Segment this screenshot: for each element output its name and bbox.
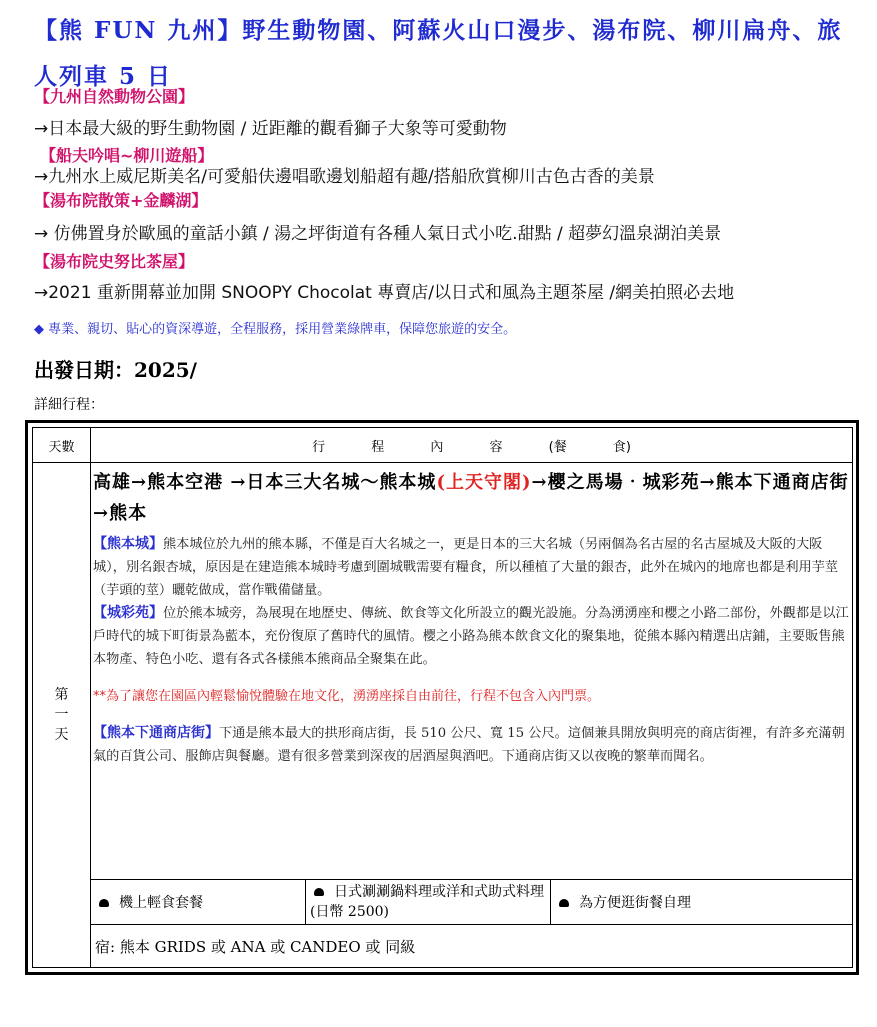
highlight-heading-zoo: 【九州自然動物公園】 bbox=[34, 87, 195, 106]
tour-title: 【熊 FUN 九州】野生動物園、阿蘇火山口漫步、湯布院、柳川扁舟、旅人列車 5 日 bbox=[34, 17, 843, 90]
detail-label: 詳細行程： bbox=[34, 397, 104, 413]
hotel-cell: 宿: 熊本 GRIDS 或 ANA 或 CANDEO 或 同級 bbox=[91, 925, 853, 968]
paragraph-tag: 【熊本下通商店街】 bbox=[93, 725, 219, 741]
route-part: 高雄→熊本空港 →日本三大名城～熊本城 bbox=[93, 472, 437, 493]
meal-text: 機上輕食套餐 bbox=[119, 895, 203, 911]
highlight-heading-yufuin: 【湯布院散策+金麟湖】 bbox=[34, 191, 208, 210]
meal-breakfast bbox=[91, 880, 306, 925]
highlight-text-zoo: →日本最大級的野生動物園 / 近距離的觀看獅子大象等可愛動物 bbox=[34, 119, 507, 139]
day-cell bbox=[33, 463, 91, 968]
route-highlight: (上天守閣) bbox=[436, 472, 532, 493]
header-content: 行 程 內 容 (餐 食) bbox=[91, 428, 853, 463]
paragraph-text: 位於熊本城旁，為展現在地歷史、傳統、飲食等文化所設立的觀光設施。分為湧湧座和櫻之小路二部份，外觀都是以江戶時代的城下町街景為藍本，充份復原了舊時代的風情。櫻之小路為熊本飲食文化的聚集地，從熊本縣內精選出店鋪，主要販售熊本物產、特色小吃、還有各式各樣熊本熊商品全聚集在此。 bbox=[93, 606, 849, 667]
meal-text: 為方便逛街餐自理 bbox=[579, 895, 691, 911]
meal-text: 日式涮涮鍋料理或洋和式助式料理 (日幣 2500) bbox=[310, 884, 544, 920]
route-part: →櫻之馬場‧城彩苑→熊本下通商店街 →熊本 bbox=[93, 472, 849, 524]
paragraph-text: 熊本城位於九州的熊本縣，不僅是百大名城之一，更是日本的三大名城（另兩個為名古屋的名古屋城及大阪的大阪城），別名銀杏城，原因是在建造熊本城時考慮到圍城戰需要有糧食，所以種植了大量的銀杏，此外在城內的地席也都是利用芋莖（芋頭的莖）曬乾做成，當作戰備儲量。 bbox=[93, 537, 839, 598]
meal-icon bbox=[99, 899, 109, 907]
day-char: 天 bbox=[54, 727, 69, 743]
highlight-heading-snoopy: 【湯布院史努比茶屋】 bbox=[34, 252, 195, 271]
meal-lunch bbox=[306, 880, 551, 925]
meal-icon bbox=[314, 888, 324, 896]
day-content bbox=[91, 463, 853, 880]
ticket-warning: **為了讓您在園區內輕鬆愉悅體驗在地文化，湧湧座採自由前往，行程不包含入內門票。 bbox=[93, 689, 601, 704]
route-title bbox=[93, 467, 852, 529]
highlight-text-yufuin: → 仿佛置身於歐風的童話小鎮 / 湯之坪街道有各種人氣日式小吃.甜點 / 超夢幻溫泉湖泊美景 bbox=[34, 224, 722, 244]
highlight-text-boat: →九州水上威尼斯美名/可愛船伕邊唱歌邊划船超有趣/搭船欣賞柳川古色古香的美景 bbox=[34, 167, 655, 187]
highlight-text-snoopy: →2021 重新開幕並加開 SNOOPY Chocolat 專賣店/以日式和風為主題茶屋 /網美拍照必去地 bbox=[34, 283, 735, 303]
day-char: 一 bbox=[54, 707, 69, 723]
header-day: 天數 bbox=[33, 428, 91, 463]
paragraph-tag: 【城彩苑】 bbox=[93, 605, 163, 621]
itinerary-table bbox=[32, 427, 853, 968]
day-char: 第 bbox=[54, 687, 69, 703]
meal-icon bbox=[559, 899, 569, 907]
service-note: ◆ 專業、親切、貼心的資深導遊，全程服務，採用營業綠牌車，保障您旅遊的安全。 bbox=[34, 322, 517, 337]
itinerary-frame bbox=[25, 420, 859, 975]
kumamoto-castle-paragraph bbox=[93, 533, 852, 602]
josaien-paragraph bbox=[93, 602, 852, 671]
paragraph-text: 下通是熊本最大的拱形商店街，長 510 公尺、寬 15 公尺。這個兼具開放與明亮的商店街裡，有許多充滿朝氣的百貨公司、服飾店與餐廳。還有很多營業到深夜的居酒屋與酒吧。下通商店街又以夜晚的繁華而聞名。 bbox=[93, 726, 845, 764]
paragraph-tag: 【熊本城】 bbox=[93, 536, 163, 552]
shimotori-paragraph bbox=[93, 722, 852, 768]
meal-dinner bbox=[551, 880, 853, 925]
departure-date: 出發日期：2025/ bbox=[34, 358, 197, 382]
highlight-heading-boat: 【船夫吟唱~柳川遊船】 bbox=[40, 146, 214, 165]
